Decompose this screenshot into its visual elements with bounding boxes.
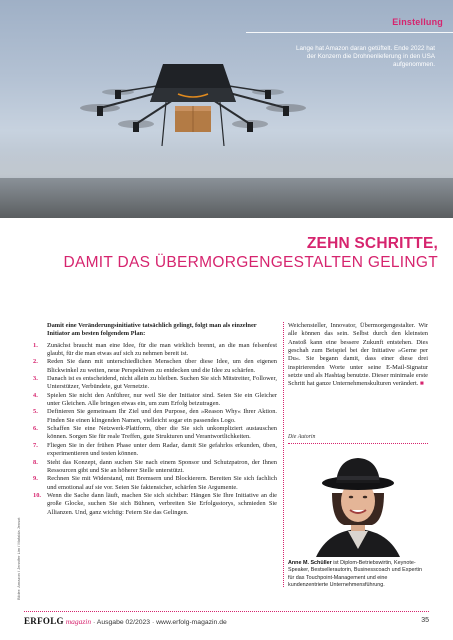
step-number: 8. [33,458,38,466]
section-label: Einstellung [392,17,443,27]
list-item [33,492,277,517]
delivery-drone-illustration [78,50,308,190]
hero-photo [0,0,453,218]
step-number: 4. [33,391,38,399]
list-item [33,392,277,409]
step-number: 5. [33,408,38,416]
list-item [33,358,277,375]
step-number: 1. [33,341,38,349]
step-number: 2. [33,358,38,366]
step-number: 7. [33,441,38,449]
step-text: Rechnen Sie mit Widerstand, mit Bremsern und Blockierern. Bereiten Sie sich fachlich und emotional auf sie vor. Seien Sie faktensicher, schärfen Sie Argumente. [47,475,277,491]
headline-line-2: DAMIT DAS ÜBERMORGENGESTALTEN GELINGT [63,254,438,271]
page-number: 35 [421,617,429,624]
footer [24,616,429,628]
step-text: Spielen Sie nicht den Anführer, nur weil Sie der Initiator sind. Seien Sie ein Gleicher unter Gleichen. Alle bringen etwas ein, um zum Erfolg beizutragen. [47,391,277,408]
brand-name: ERFOLG [24,616,64,626]
list-item [33,459,277,476]
author-bio-text: ist Diplom-Betriebswirtin, Keynote-Speaker, Bestsellerautorin, Businesscoach und Expertin für das Touchpoint-Management und eine kundenzentrierte Unternehmensführung. [288,560,422,588]
step-number: 9. [33,475,38,483]
step-text: Danach ist es entscheidend, nicht allein zu bleiben. Suchen Sie sich Mitstreiter, Follower, Unterstützer, Verbündete, gut Vernetzte. [47,375,277,391]
brand-subtitle: magazin [65,617,92,626]
image-credit: Bilder: Amazon / Jennifer Lim / Mafalda Jensot [16,517,21,600]
list-item [33,342,277,359]
author-name: Anne M. Schüller [288,560,332,566]
step-text: Reden Sie dann mit unterschiedlichen Menschen über diese Idee, um den eigenen Blickwinkel zu weiten, neue Perspektiven zu entdecken und die Idee zu schärfen. [47,358,277,374]
step-text: Wenn die Sache dann läuft, machen Sie sich sichtbar: Hängen Sie Ihre Initiative an die große Glocke, suchen Sie sich Bühnen, verbreiten Sie Erfolgsstorys, schmieden Sie Allianzen. Und, ganz wichtig: Feiern Sie das Gelingen. [47,491,277,516]
step-text: Fliegen Sie in der frühen Phase unter dem Radar, damit Sie gefahrlos erkunden, üben, experimentieren und testen können. [47,441,277,458]
author-portrait [288,449,428,557]
issue-info[interactable]: · Ausgabe 02/2023 · www.erfolg-magazin.de [93,619,227,626]
section-rule [246,32,453,33]
author-portrait-illustration [288,449,428,557]
step-text: Schaffen Sie eine Netzwerk-Plattform, über die Sie sich unkompliziert austauschen können. Sorgen Sie für reale Treffen, gute Strukturen und Verantwortlichkeiten. [47,425,277,441]
closing-paragraph: Weichensteller, Innovator, Übermorgengestalter. Wir alle können das sein. Selbst durch den kleinsten Anstoß kann eine bessere Zukunft entstehen. Dies geschah zum Beispiel bei der Initiative »Gerne per Du«. Sie begann damit, dass einer diese drei inspirierenden Worte unter seine E-Mail-Signatur setzte und als Hashtag benutzte. Dieser minimale erste Schritt hat ganze Unternehmenskulturen verändert. [288,322,428,388]
list-item [33,375,277,392]
author-bio [288,560,428,589]
photo-caption: Lange hat Amazon daran getüftelt. Ende 2022 hat der Konzern die Drohnenlieferung in den USA aufgenommen. [296,45,435,68]
list-item [33,475,277,492]
list-item [33,442,277,459]
step-text: Definieren Sie gemeinsam Ihr Ziel und den Purpose, den »Reason Why« Ihrer Aktion. Finden Sie einen klingenden Namen, vielleicht sogar ein passendes Logo. [47,408,277,424]
end-mark-icon: ■ [420,380,424,388]
step-number: 6. [33,425,38,433]
step-text: Steht das Konzept, dann suchen Sie nach einem Sponsor und Schutzpatron, der Ihnen Ressourcen gibt und Sie an höherer Stelle unterstützt. [47,458,277,474]
list-item [33,425,277,442]
headline [0,234,438,272]
author-label: Die Autorin [288,434,316,440]
step-number: 3. [33,375,38,383]
step-number: 10. [33,491,41,499]
column-divider [283,322,284,587]
headline-line-1: ZEHN SCHRITTE, [306,235,438,252]
list-item [33,408,277,425]
step-text: Zunächst braucht man eine Idee, für die man wirklich brennt, an die man felsenfest glaubt, für die man etwas auf sich zu nehmen bereit ist. [47,341,277,358]
article-right-column [288,322,428,389]
article-left-column [33,322,277,517]
steps-list [33,342,277,517]
author-divider [288,443,428,444]
footer-divider [24,611,429,612]
article-intro: Damit eine Veränderungsinitiative tatsächlich gelingt, folgt man als einzelner Initiator am besten folgendem Plan: [47,322,257,338]
